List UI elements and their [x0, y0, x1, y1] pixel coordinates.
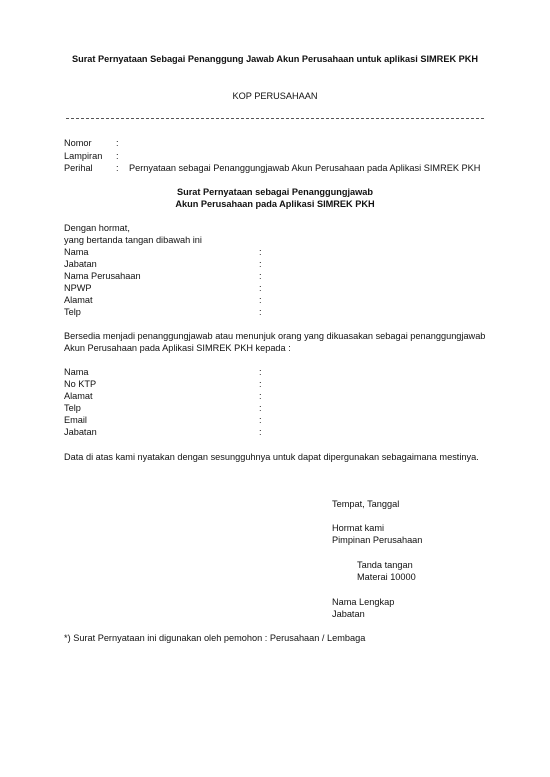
signature-name: Nama Lengkap: [332, 597, 395, 607]
signature-stamp-label: Materai 10000: [357, 572, 416, 582]
field-sep: :: [259, 307, 262, 317]
greeting: Dengan hormat,: [64, 223, 130, 233]
footnote: *) Surat Pernyataan ini digunakan oleh pemohon : Perusahaan / Lembaga: [64, 633, 366, 643]
field-label: Jabatan: [64, 427, 97, 437]
field-label: Telp: [64, 307, 81, 317]
field-label: Email: [64, 415, 87, 425]
statement-line1: Bersedia menjadi penanggungjawab atau menunjuk orang yang dikuasakan sebagai penanggungjawab: [64, 331, 486, 341]
field-label: NPWP: [64, 283, 92, 293]
statement-line2: Akun Perusahaan pada Aplikasi SIMREK PKH kepada :: [64, 343, 291, 353]
field-sep: :: [259, 379, 262, 389]
signature-role: Pimpinan Perusahaan: [332, 535, 423, 545]
field-label: Jabatan: [64, 259, 97, 269]
meta-sep: :: [116, 138, 119, 148]
signature-position: Jabatan: [332, 609, 365, 619]
field-sep: :: [259, 271, 262, 281]
field-sep: :: [259, 415, 262, 425]
field-sep: :: [259, 367, 262, 377]
field-label: Alamat: [64, 391, 93, 401]
field-label: Telp: [64, 403, 81, 413]
field-sep: :: [259, 295, 262, 305]
field-sep: :: [259, 391, 262, 401]
field-label: Nama Perusahaan: [64, 271, 141, 281]
field-sep: :: [259, 283, 262, 293]
doc-title-line1: Surat Pernyataan sebagai Penanggungjawab: [176, 187, 374, 197]
field-sep: :: [259, 427, 262, 437]
signature-sign-label: Tanda tangan: [357, 560, 413, 570]
meta-value-perihal: Pernyataan sebagai Penanggungjawab Akun Perusahaan pada Aplikasi SIMREK PKH: [129, 163, 481, 173]
field-label: Nama: [64, 247, 89, 257]
meta-label-nomor: Nomor: [64, 138, 92, 148]
meta-sep: :: [116, 163, 119, 173]
field-label: Nama: [64, 367, 89, 377]
header-divider: [66, 118, 484, 119]
signature-regards: Hormat kami: [332, 523, 385, 533]
intro-text: yang bertanda tangan dibawah ini: [64, 235, 202, 245]
field-label: No KTP: [64, 379, 97, 389]
meta-sep: :: [116, 151, 119, 161]
doc-title-line2: Akun Perusahaan pada Aplikasi SIMREK PKH: [175, 199, 375, 209]
kop-perusahaan: KOP PERUSAHAAN: [232, 91, 318, 101]
field-sep: :: [259, 403, 262, 413]
field-sep: :: [259, 247, 262, 257]
document-header-title: Surat Pernyataan Sebagai Penanggung Jawab Akun Perusahaan untuk aplikasi SIMREK PKH: [71, 54, 479, 64]
closing-text: Data di atas kami nyatakan dengan sesungguhnya untuk dapat dipergunakan sebagaimana mestinya.: [64, 452, 479, 462]
meta-label-lampiran: Lampiran: [64, 151, 103, 161]
field-label: Alamat: [64, 295, 93, 305]
field-sep: :: [259, 259, 262, 269]
signature-place-date: Tempat, Tanggal: [332, 499, 400, 509]
meta-label-perihal: Perihal: [64, 163, 93, 173]
